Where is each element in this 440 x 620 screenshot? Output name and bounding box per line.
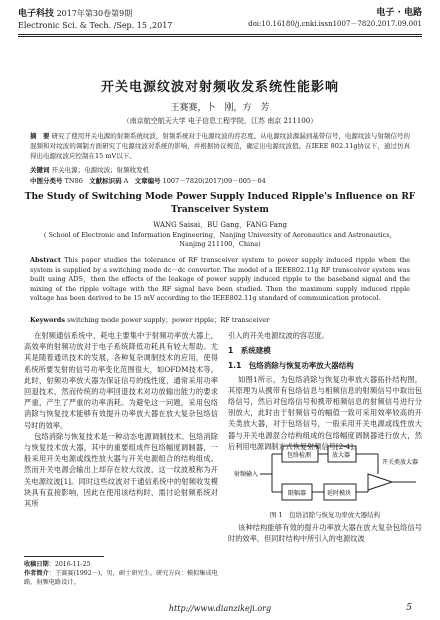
keywords-cn — [30, 165, 410, 174]
doi: doi:10.16180/j.cnki.issn1007－7820.2017.09.001 — [248, 20, 422, 28]
power-amplifier-symbol — [368, 474, 392, 490]
amplifier-label: 放大器 — [332, 452, 351, 459]
section-heading: 1 系统建模 — [228, 346, 271, 356]
body-continuation: 引入的开关电源纹波的容忍度。 — [228, 331, 329, 340]
article-no-label: 文章编号 — [134, 177, 161, 185]
body-left-column — [24, 330, 218, 509]
keywords-cn-label: 关键词 — [30, 166, 50, 174]
body-right-column — [228, 330, 422, 452]
journal-name-cn: 电子科技 — [18, 9, 55, 19]
envelope-detector-label: 包络检测 — [287, 452, 312, 459]
abstract-en — [30, 256, 410, 304]
body-right-after-figure — [228, 522, 422, 544]
delay-label: 延时模块 — [327, 490, 352, 497]
abstract-cn-text: 研究了使用开关电源的射频系统纹波，射频系统对于电源纹波的容忍度。从电源纹波源漏到基带信号，电源纹波与射频信号的混频和对纹波的调制方面研究了电源纹波对系统的影响，并根据协议规范，确定出电源纹波值。在IEEE 802.11g协议下，通过仿真得出电源纹波应控制在15 mV以下。 — [30, 132, 411, 160]
header-right — [248, 8, 422, 30]
footer-url: http://www.dianzikeji.org — [168, 604, 272, 613]
abstract-en-text: This paper studies the tolerance of RF transceiver system to power supply induced ripple when the system is supplied by a switching mode dc－dc converter. The model of a IEEE802.11g RF transceiver system was built using ADS，then the effects of the leakage of power supply induced ripple to the baseband signal and the mixing of the ripple voltage with the RF signal have been studied. Then the maximum supply induced ripple voltage has been derived to be 15 mV according to the IEEE802.11g standard of communication protocol. — [30, 256, 410, 302]
affiliation-cn: （南京航空航天大学 电子信息工程学院，江苏 南京 211100） — [122, 117, 318, 125]
author-bio-label: 作者简介 — [24, 570, 49, 577]
figure-caption: 图 1 包络消除与恢复功率放大器结构 — [269, 511, 381, 519]
pa-label: 开关类放大器 — [382, 459, 418, 466]
journal-name-en: Electronic Sci. & Tech. /Sep. 15 ,2017 — [18, 21, 173, 30]
keywords-en-text: switching mode power supply；power ripple；RF transceiver — [67, 316, 270, 324]
received-label: 收稿日期 — [24, 561, 49, 568]
page-number: 5 — [406, 603, 412, 613]
abstract-en-label: Abstract — [30, 256, 61, 264]
paper-title-cn: 开关电源纹波对射频收发系统性能影响 — [100, 80, 339, 95]
footnote-rule — [24, 556, 104, 557]
classification — [30, 176, 410, 185]
footnote: 收稿日期：2016-11-25 作者简介：王赛赛(1992－)，男，硕士研究生。研究方向：模拟集成电路，射频电路设计。 — [24, 561, 218, 586]
abstract-cn — [30, 131, 410, 161]
keywords-en — [30, 315, 410, 324]
header-rule-2 — [18, 36, 422, 37]
section-label: 电子 · 电路 — [376, 8, 422, 18]
article-no-value: 1007－7820(2017)09－005－04 — [162, 177, 266, 185]
body-paragraph: 在射频通信系统中，耗电主要集中于射频功率放大器上，高效率的射频功放对于电子系统降低功耗具有较大帮助。尤其是随着通讯技术的发展，各种复杂调制技术的应用，使得系统所要发射的信号功率变化范围很大，如OFDM技术等。此时，射频功率放大器为保证信号的线性度，通常采用功率回退技术，然而传统的功率回退技术对功放输出能力的要求严重，产生了严重的功率消耗。为避免这一问题，采用包络消除与恢复技术能够有效提升功率放大器在放大复杂包络信号时的效率。 — [24, 331, 218, 430]
doc-code-label: 文献标识码 — [89, 177, 122, 185]
clc-label: 中图分类号 — [30, 177, 63, 185]
authors-cn: 王赛赛，卜 刚，方 芳 — [170, 103, 270, 113]
received-date: 2016-11-25 — [54, 561, 91, 568]
keywords-en-label: Keywords — [30, 316, 65, 324]
journal-header — [18, 8, 172, 31]
abstract-cn-label: 摘 要 — [30, 132, 50, 140]
body-paragraph: 包络消除与恢复技术是一种动态电源调制技术。包络消除与恢复技术放大器，其中的重要组成件包络幅度调制器，一般采用开关电源或线性放大器与开关电源组合的结构组成。然而开关电源会输出上却存在较大纹波，这一纹波被称为开关电源纹波[1]。同时这些纹波对于通信系统中的射频收发模块具有直接影响，因此在使用该结构时，需讨论射频系统对其所 — [24, 431, 218, 509]
affiliation-en: ( School of Electronic and Information Engineering，Nanjing University of Aeronautics and Astronautics，Nanjing 211100，China) — [43, 231, 397, 248]
figure-1-diagram — [232, 440, 418, 508]
body-paragraph: 该种结构能够有效的提升功率放大器在放大复杂包络信号时的效率，但同时结构中所引入的电源纹波 — [228, 523, 422, 544]
keywords-cn-text: 开关电源；电源纹波；射频收发机 — [51, 166, 150, 174]
limiter-label: 限幅器 — [288, 490, 307, 497]
input-label: 射频输入 — [234, 471, 259, 478]
paper-title-en: The Study of Switching Mode Power Supply Induced Ripple's Influence on RF Transceiver System — [24, 192, 416, 215]
doc-code-value: A — [123, 177, 129, 185]
clc-value: TN86 — [64, 177, 83, 185]
header-rule — [18, 34, 422, 35]
issue-cn: 2017年第30卷第9期 — [56, 9, 133, 18]
author-bio: 王赛赛(1992－)，男，硕士研究生。研究方向：模拟集成电路，射频电路设计。 — [24, 570, 218, 586]
body-paragraph: 如图1所示，为包络消除与恢复功率放大器拓扑结构图，其原理为从携带有包络信息与相频信息的射频信号中取出包络信号，然后对包络信号和携带相频信息的射频信号进行分别放大，此时由于射频信号的幅值一致可采用效率较高的开关类放大器，对于包络信号，一般采用开关电源或线性放大器与开关电源混合结构组成的包络幅度调制器进行放大，然后利用电源调制方式恢复射频信号[2-4]。 — [228, 374, 422, 451]
subsection-heading: 1.1 包络消除与恢复功率放大器结构 — [228, 361, 354, 371]
authors-en: WANG Saisai，BU Gang，FANG Fang — [153, 221, 287, 229]
